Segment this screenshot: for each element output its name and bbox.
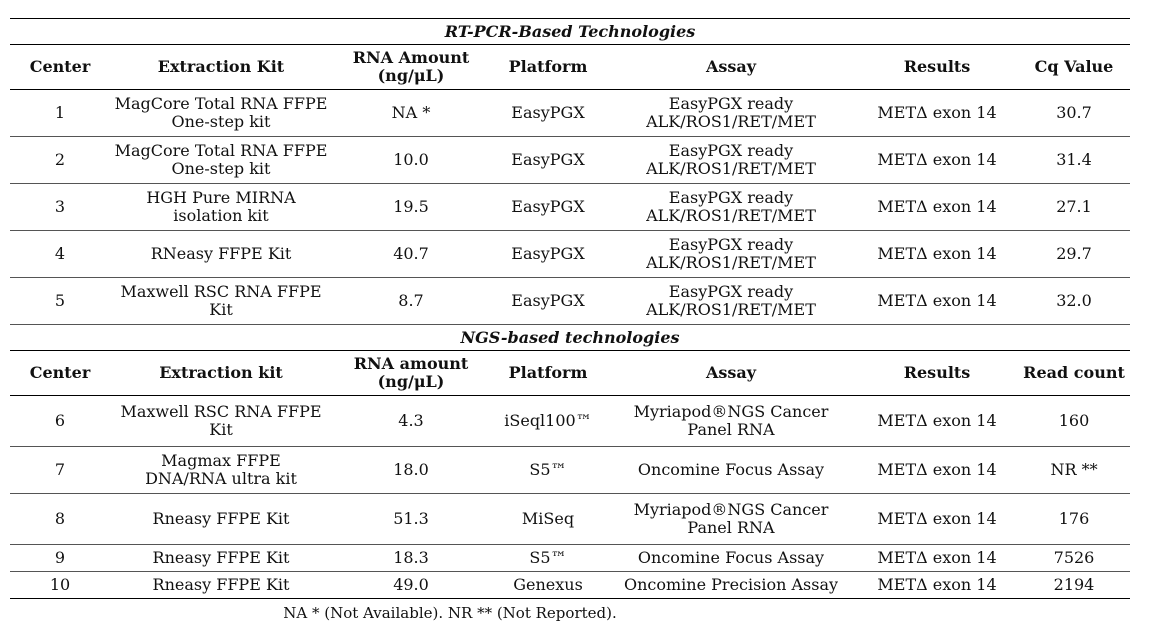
cell-line: METΔ exon 14 <box>877 411 997 430</box>
cell-line: Center <box>29 363 91 382</box>
table-cell <box>856 184 1018 231</box>
table-cell <box>606 494 856 545</box>
table-cell <box>10 572 110 599</box>
table-cell <box>856 494 1018 545</box>
cell-line: Myriapod®NGS Cancer <box>633 402 829 421</box>
cell-line: Read count <box>1023 363 1125 382</box>
cell-line: Kit <box>209 300 233 319</box>
cell-line: Myriapod®NGS Cancer <box>633 500 829 519</box>
cell-line: 160 <box>1058 411 1090 430</box>
cell-line: S5™ <box>529 460 567 479</box>
cell-line: EasyPGX ready <box>668 235 794 254</box>
cell-line: MagCore Total RNA FFPE <box>114 141 328 160</box>
table-cell <box>110 396 332 447</box>
cell-line: METΔ exon 14 <box>877 150 997 169</box>
column-header <box>856 351 1018 396</box>
cell-line: 4 <box>54 244 66 263</box>
table-cell <box>490 278 606 325</box>
cell-line: isolation kit <box>173 206 269 225</box>
cell-line: Center <box>29 57 91 76</box>
section-title: RT-PCR-Based Technologies <box>10 19 1130 45</box>
column-header <box>110 351 332 396</box>
cell-line: 49.0 <box>393 575 429 594</box>
cell-line: EasyPGX <box>511 150 585 169</box>
cell-line: Genexus <box>513 575 583 594</box>
table-body <box>10 19 1130 599</box>
table-cell <box>606 184 856 231</box>
results-table <box>10 18 1130 599</box>
table-cell <box>10 137 110 184</box>
cell-line: EasyPGX ready <box>668 282 794 301</box>
cell-line: 6 <box>54 411 66 430</box>
table-cell <box>606 447 856 494</box>
cell-line: MiSeq <box>521 509 575 528</box>
cell-line: 3 <box>54 197 66 216</box>
table-cell <box>110 278 332 325</box>
column-header <box>10 351 110 396</box>
cell-line: Maxwell RSC RNA FFPE <box>120 282 322 301</box>
cell-line: 2 <box>54 150 66 169</box>
cell-line: EasyPGX ready <box>668 188 794 207</box>
cell-line: Kit <box>209 420 233 439</box>
cell-line: S5™ <box>529 548 567 567</box>
column-header <box>606 351 856 396</box>
section-title: NGS-based technologies <box>10 325 1130 351</box>
footnote: NA * (Not Available). NR ** (Not Reported). <box>283 604 617 622</box>
cell-line: Oncomine Focus Assay <box>637 548 825 567</box>
table-cell <box>856 90 1018 137</box>
column-header <box>10 45 110 90</box>
cell-line: NR ** <box>1050 460 1098 479</box>
cell-line: Oncomine Precision Assay <box>623 575 839 594</box>
cell-line: METΔ exon 14 <box>877 291 997 310</box>
cell-line: Extraction kit <box>159 363 283 382</box>
cell-line: Rneasy FFPE Kit <box>152 509 290 528</box>
table-row <box>10 572 1130 599</box>
table-cell <box>332 572 490 599</box>
cell-line: Panel RNA <box>687 518 775 537</box>
cell-line: One-step kit <box>171 159 271 178</box>
table-cell <box>110 90 332 137</box>
table-cell <box>606 396 856 447</box>
cell-line: (ng/μL) <box>377 372 445 391</box>
table-cell <box>110 447 332 494</box>
table-cell <box>606 231 856 278</box>
table-cell <box>606 137 856 184</box>
table-cell <box>332 90 490 137</box>
cell-line: 10.0 <box>393 150 429 169</box>
cell-line: 27.1 <box>1056 197 1092 216</box>
cell-line: METΔ exon 14 <box>877 244 997 263</box>
cell-line: 9 <box>54 548 66 567</box>
cell-line: 18.3 <box>393 548 429 567</box>
table-row <box>10 278 1130 325</box>
cell-line: ALK/ROS1/RET/MET <box>646 206 816 225</box>
table-cell <box>856 137 1018 184</box>
cell-line: Cq Value <box>1034 57 1114 76</box>
cell-line: Assay <box>705 57 757 76</box>
table-cell <box>490 494 606 545</box>
column-header <box>1018 45 1130 90</box>
cell-line: 7 <box>54 460 66 479</box>
table-cell <box>110 494 332 545</box>
cell-line: Maxwell RSC RNA FFPE <box>120 402 322 421</box>
table-cell <box>1018 572 1130 599</box>
table-cell <box>856 572 1018 599</box>
cell-line: METΔ exon 14 <box>877 575 997 594</box>
section-title-row <box>10 19 1130 45</box>
cell-line: RNA amount <box>353 354 469 373</box>
table-cell <box>10 494 110 545</box>
table-cell <box>332 494 490 545</box>
cell-line: EasyPGX ready <box>668 94 794 113</box>
cell-line: 4.3 <box>398 411 424 430</box>
cell-line: METΔ exon 14 <box>877 509 997 528</box>
table-row <box>10 447 1130 494</box>
cell-line: MagCore Total RNA FFPE <box>114 94 328 113</box>
cell-line: METΔ exon 14 <box>877 548 997 567</box>
cell-line: ALK/ROS1/RET/MET <box>646 253 816 272</box>
table-cell <box>332 137 490 184</box>
cell-line: Rneasy FFPE Kit <box>152 548 290 567</box>
cell-line: 32.0 <box>1056 291 1092 310</box>
table-cell <box>490 137 606 184</box>
cell-line: One-step kit <box>171 112 271 131</box>
column-header <box>332 45 490 90</box>
table-cell <box>606 278 856 325</box>
table-cell <box>10 184 110 231</box>
cell-line: NA * <box>391 103 431 122</box>
header-row <box>10 351 1130 396</box>
table-row <box>10 231 1130 278</box>
cell-line: EasyPGX <box>511 291 585 310</box>
cell-line: 31.4 <box>1056 150 1092 169</box>
table-cell <box>110 572 332 599</box>
cell-line: DNA/RNA ultra kit <box>145 469 297 488</box>
table-cell <box>110 545 332 572</box>
cell-line: Panel RNA <box>687 420 775 439</box>
table-cell <box>606 545 856 572</box>
column-header <box>856 45 1018 90</box>
header-row <box>10 45 1130 90</box>
cell-line: (ng/μL) <box>377 66 445 85</box>
cell-line: Results <box>903 57 971 76</box>
column-header <box>490 351 606 396</box>
cell-line: Platform <box>508 363 588 382</box>
column-header <box>606 45 856 90</box>
cell-line: EasyPGX <box>511 103 585 122</box>
table-cell <box>606 572 856 599</box>
cell-line: METΔ exon 14 <box>877 103 997 122</box>
cell-line: 5 <box>54 291 66 310</box>
cell-line: 18.0 <box>393 460 429 479</box>
table-cell <box>110 184 332 231</box>
table-row <box>10 184 1130 231</box>
table-cell <box>10 396 110 447</box>
cell-line: ALK/ROS1/RET/MET <box>646 300 816 319</box>
table-cell <box>10 90 110 137</box>
cell-line: HGH Pure MIRNA <box>146 188 296 207</box>
table-cell <box>1018 90 1130 137</box>
cell-line: 8.7 <box>398 291 424 310</box>
cell-line: 176 <box>1058 509 1090 528</box>
table-container <box>10 18 1130 599</box>
table-cell <box>1018 184 1130 231</box>
table-cell <box>856 447 1018 494</box>
table-row <box>10 90 1130 137</box>
table-cell <box>1018 396 1130 447</box>
table-cell <box>10 278 110 325</box>
cell-line: EasyPGX ready <box>668 141 794 160</box>
cell-line: Assay <box>705 363 757 382</box>
table-cell <box>1018 278 1130 325</box>
cell-line: 8 <box>54 509 66 528</box>
cell-line: EasyPGX <box>511 244 585 263</box>
cell-line: ALK/ROS1/RET/MET <box>646 112 816 131</box>
table-cell <box>856 545 1018 572</box>
cell-line: 40.7 <box>393 244 429 263</box>
table-cell <box>490 545 606 572</box>
table-cell <box>1018 231 1130 278</box>
table-cell <box>332 278 490 325</box>
table-cell <box>856 231 1018 278</box>
table-cell <box>490 447 606 494</box>
cell-line: Oncomine Focus Assay <box>637 460 825 479</box>
cell-line: 7526 <box>1053 548 1095 567</box>
cell-line: METΔ exon 14 <box>877 197 997 216</box>
table-cell <box>1018 137 1130 184</box>
cell-line: 1 <box>54 103 66 122</box>
cell-line: 30.7 <box>1056 103 1092 122</box>
table-cell <box>856 396 1018 447</box>
table-cell <box>490 184 606 231</box>
cell-line: Results <box>903 363 971 382</box>
table-cell <box>332 396 490 447</box>
table-cell <box>490 572 606 599</box>
section-title-row <box>10 325 1130 351</box>
cell-line: RNA Amount <box>352 48 470 67</box>
table-cell <box>10 545 110 572</box>
table-cell <box>332 184 490 231</box>
cell-line: 10 <box>49 575 71 594</box>
cell-line: Magmax FFPE <box>161 451 281 470</box>
cell-line: EasyPGX <box>511 197 585 216</box>
cell-line: Platform <box>508 57 588 76</box>
table-row <box>10 137 1130 184</box>
cell-line: Rneasy FFPE Kit <box>152 575 290 594</box>
column-header <box>1018 351 1130 396</box>
table-cell <box>1018 545 1130 572</box>
cell-line: 29.7 <box>1056 244 1092 263</box>
column-header <box>110 45 332 90</box>
table-cell <box>490 231 606 278</box>
column-header <box>332 351 490 396</box>
table-cell <box>606 90 856 137</box>
cell-line: 51.3 <box>393 509 429 528</box>
table-cell <box>856 278 1018 325</box>
cell-line: ALK/ROS1/RET/MET <box>646 159 816 178</box>
table-cell <box>332 231 490 278</box>
table-cell <box>10 447 110 494</box>
table-cell <box>1018 494 1130 545</box>
table-cell <box>490 90 606 137</box>
cell-line: 19.5 <box>393 197 429 216</box>
table-row <box>10 396 1130 447</box>
table-cell <box>1018 447 1130 494</box>
table-cell <box>332 447 490 494</box>
column-header <box>490 45 606 90</box>
table-row <box>10 494 1130 545</box>
table-cell <box>110 137 332 184</box>
table-cell <box>490 396 606 447</box>
cell-line: Extraction Kit <box>157 57 285 76</box>
table-cell <box>110 231 332 278</box>
cell-line: RNeasy FFPE Kit <box>150 244 292 263</box>
cell-line: 2194 <box>1053 575 1095 594</box>
cell-line: METΔ exon 14 <box>877 460 997 479</box>
table-row <box>10 545 1130 572</box>
table-cell <box>10 231 110 278</box>
cell-line: iSeql100™ <box>504 411 592 430</box>
table-cell <box>332 545 490 572</box>
